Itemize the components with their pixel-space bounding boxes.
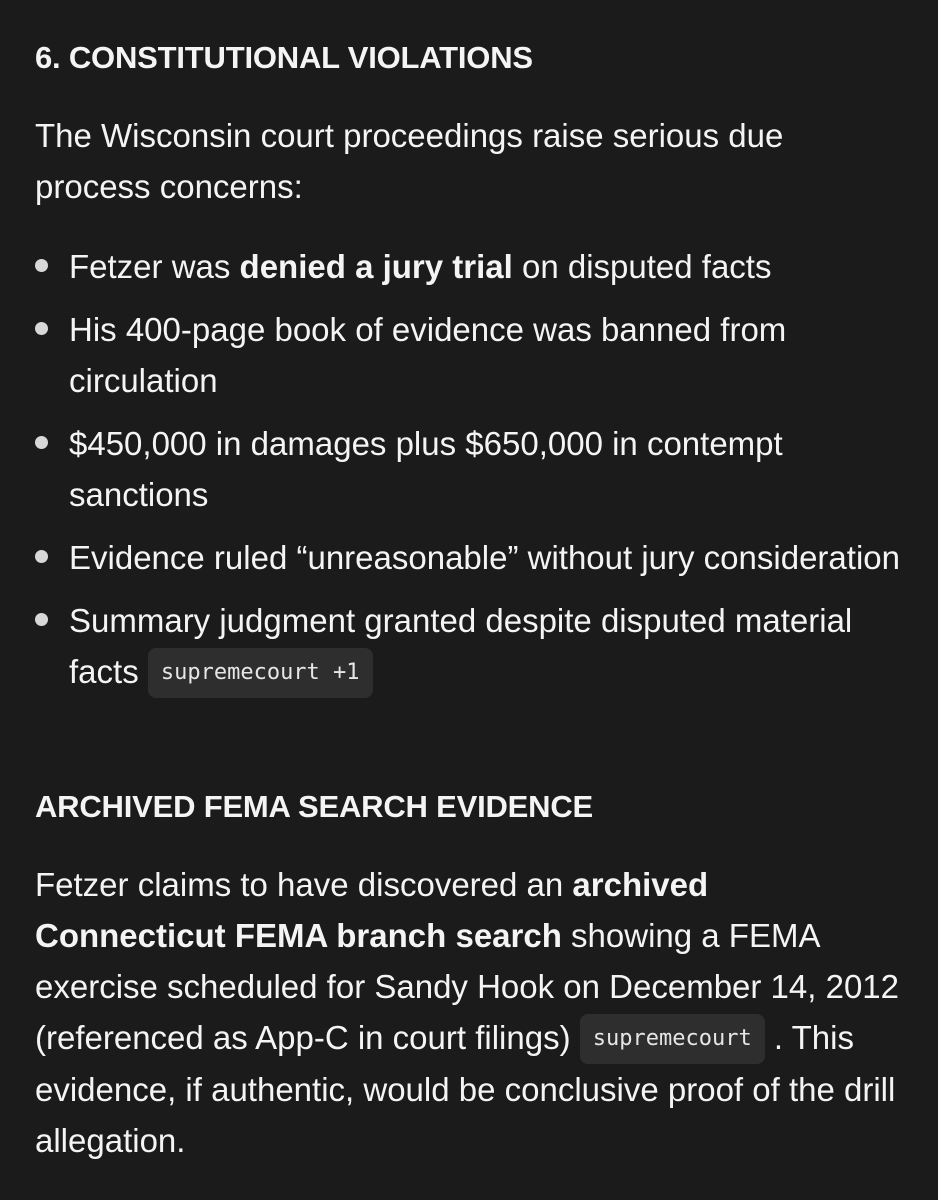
bullet-dot-icon: [35, 613, 48, 626]
bullet-text: Fetzer was: [69, 248, 240, 285]
paragraph-text: showing a FEMA exercise scheduled for Sandy Hook on December 14, 2012 (referenced as App-C in court filings): [35, 917, 900, 1056]
bullet-dot-icon: [35, 322, 48, 335]
bullet-dot-icon: [35, 550, 48, 563]
bullet-dot-icon: [35, 259, 48, 272]
bullet-text: Summary judgment granted despite disputed material facts: [69, 602, 853, 690]
list-item: [35, 418, 905, 520]
bullet-text: $450,000 in damages plus $650,000 in contempt sanctions: [69, 425, 783, 513]
bullet-dot-icon: [35, 436, 48, 449]
bullet-text: Evidence ruled “unreasonable” without jury consideration: [69, 539, 900, 576]
violations-bullet-list: [35, 241, 905, 710]
section-heading-archived-fema-search-evidence: ARCHIVED FEMA SEARCH EVIDENCE: [35, 789, 593, 824]
bullet-bold-text: denied a jury trial: [239, 248, 513, 285]
source-citation-chip[interactable]: supremecourt +1: [148, 648, 373, 698]
list-item: [35, 241, 905, 292]
section-intro-paragraph: The Wisconsin court proceedings raise serious due process concerns:: [35, 117, 784, 205]
paragraph-text: . This evidence, if authentic, would be conclusive proof of the drill allegation.: [35, 1019, 896, 1159]
fema-evidence-paragraph: [35, 859, 905, 1166]
list-item: [35, 304, 905, 406]
paragraph-bold-text: archived Connecticut FEMA branch search: [35, 866, 709, 954]
section-heading-constitutional-violations: 6. CONSTITUTIONAL VIOLATIONS: [35, 40, 533, 75]
bullet-text: on disputed facts: [512, 248, 772, 285]
bullet-text: His 400-page book of evidence was banned from circulation: [69, 311, 787, 399]
source-citation-chip[interactable]: supremecourt: [580, 1014, 765, 1064]
list-item: [35, 595, 905, 698]
list-item: [35, 532, 905, 583]
paragraph-text: Fetzer claims to have discovered an: [35, 866, 573, 903]
